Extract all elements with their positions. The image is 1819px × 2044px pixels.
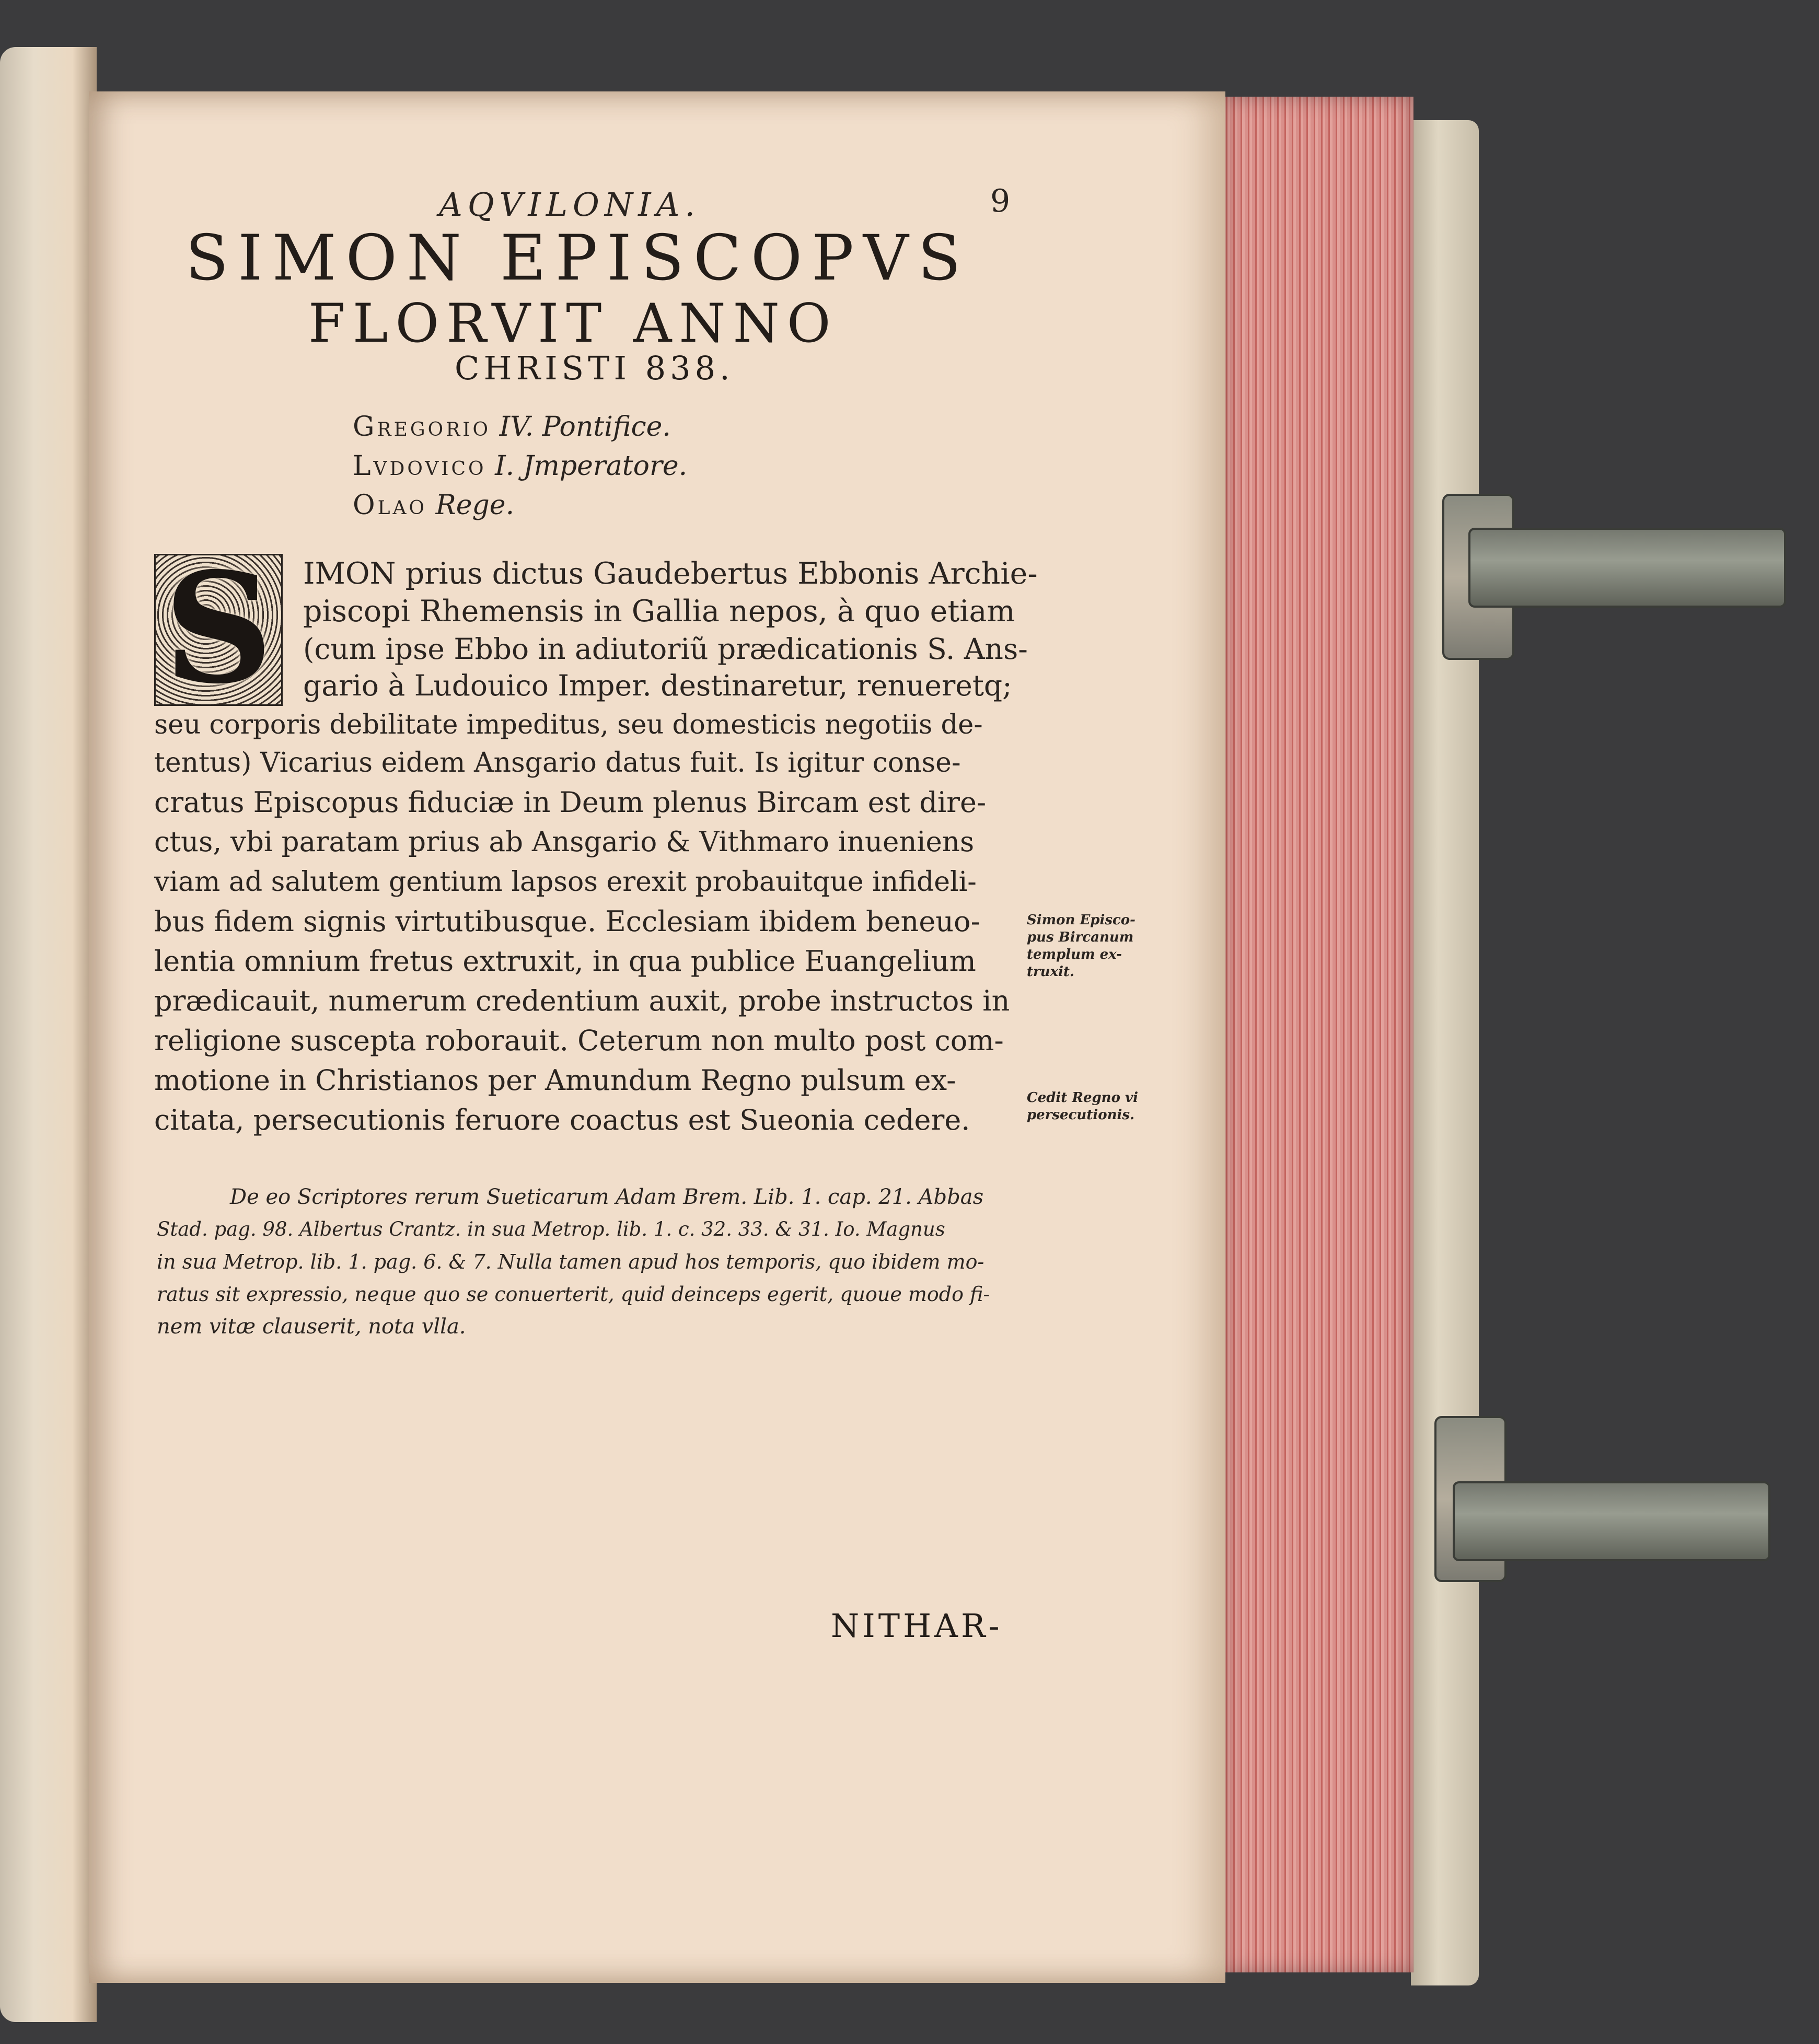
body-line: ctus, vbi paratam prius ab Ansgario & Vithmaro inueniens [154,826,975,858]
body-line: IMON prius dictus Gaudebertus Ebbonis Archie- [303,556,1038,591]
margin-note: Cedit Regno vi persecutionis. [1027,1090,1138,1123]
reign-entry: Lvdovico I. Jmperatore. [353,450,688,482]
running-head: AQVILONIA. [439,185,701,224]
body-line: piscopi Rhemensis in Gallia nepos, à quo etiam [303,594,1015,629]
footnote-line: De eo Scriptores rerum Sueticarum Adam Brem. Lib. 1. cap. 21. Abbas [230,1185,984,1209]
decorated-initial: S [154,554,283,706]
body-line: seu corporis debilitate impeditus, seu domesticis negotiis de- [154,710,983,740]
footnote-line: nem vitæ clauserit, nota vlla. [157,1315,466,1339]
body-line: tentus) Vicarius eidem Ansgario datus fuit. Is igitur conse- [154,747,961,779]
body-line: prædicauit, numerum credentium auxit, probe instructos in [154,984,1010,1017]
footnote-line: ratus sit expressio, neque quo se conuerterit, quid deinceps egerit, quoue modo fi- [157,1283,990,1306]
body-line: cratus Episcopus fiduciæ in Deum plenus Bircam est dire- [154,786,987,819]
body-line: gario à Ludouico Imper. destinaretur, renueretq; [303,669,1012,702]
title-line-1: SIMON EPISCOPVS [186,222,970,295]
body-line: bus fidem signis virtutibusque. Ecclesiam ibidem beneuo- [154,905,980,938]
lower-clasp [1453,1481,1770,1561]
body-line: motione in Christianos per Amundum Regno pulsum ex- [154,1064,956,1097]
catchword: NITHAR- [831,1607,1003,1645]
reign-entry: Olao Rege. [353,490,515,521]
contemporaries-list [353,408,687,525]
body-line: lentia omnium fretus extruxit, in qua publice Euangelium [154,945,976,978]
body-line: citata, persecutionis feruore coactus est Sueonia cedere. [154,1104,970,1136]
reign-entry: Gregorio IV. Pontifice. [353,411,671,443]
body-line: viam ad salutem gentium lapsos erexit probauitque infideli- [154,866,977,898]
title-line-2: FLORVIT ANNO [308,293,838,355]
book-cover-edge [1411,120,1479,1985]
left-page-edge [0,47,97,2022]
upper-clasp [1468,528,1786,608]
margin-note: Simon Episco- pus Bircanum templum ex- truxit. [1027,912,1136,980]
body-line: religione suscepta roborauit. Ceterum non multo post com- [154,1024,1004,1057]
title-line-3: CHRISTI 838. [455,349,734,387]
page-number: 9 [990,183,1011,219]
body-line: (cum ipse Ebbo in adiutoriũ prædicationis S. Ans- [303,632,1028,666]
footnote-line: in sua Metrop. lib. 1. pag. 6. & 7. Nulla tamen apud hos temporis, quo ibidem mo- [157,1250,984,1273]
red-fore-edge [1223,97,1414,1972]
footnote-line: Stad. pag. 98. Albertus Crantz. in sua Metrop. lib. 1. c. 32. 33. & 31. Io. Magnus [157,1218,945,1240]
